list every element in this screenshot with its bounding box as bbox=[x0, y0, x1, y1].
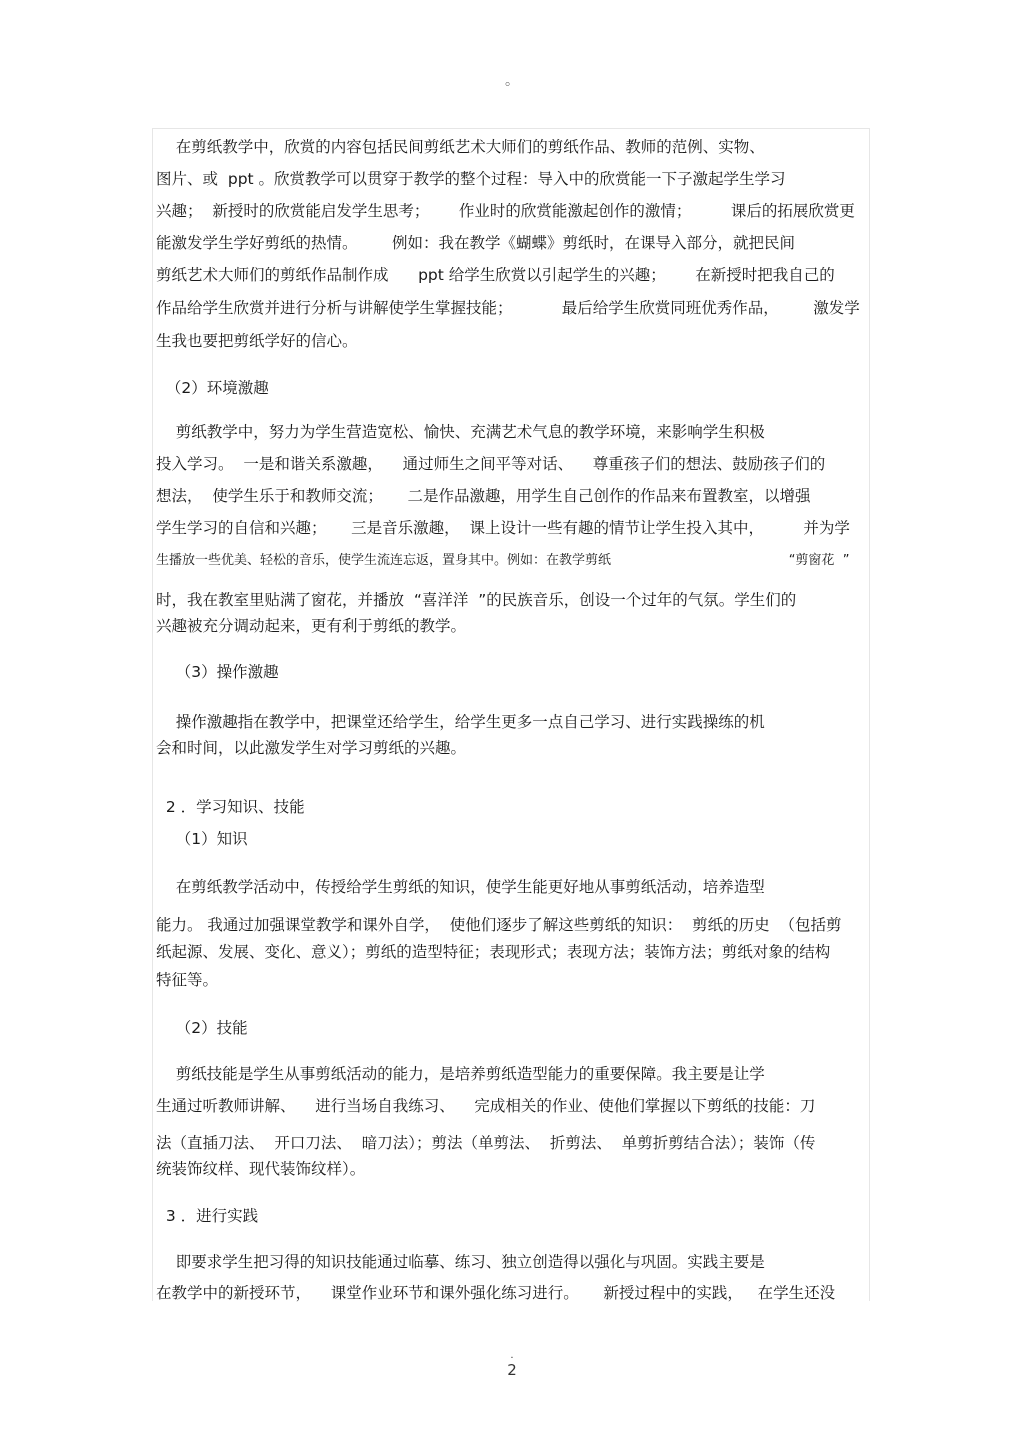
paragraph-line: 在剪纸教学中，欣赏的内容包括民间剪纸艺术大师们的剪纸作品、教师的范例、实物、 bbox=[156, 138, 765, 156]
paragraph-line: 投入学习。 一是和谐关系激趣， 通过师生之间平等对话、 尊重孩子们的想法、鼓励孩子们的 bbox=[156, 455, 826, 473]
paragraph-line: 即要求学生把习得的知识技能通过临摹、练习、独立创造得以强化与巩固。实践主要是 bbox=[156, 1253, 765, 1271]
paragraph-line: 兴趣； 新授时的欣赏能启发学生思考； 作业时的欣赏能激起创作的激情； 课后的拓展欣赏更 bbox=[156, 202, 855, 220]
paragraph-line: 会和时间，以此激发学生对学习剪纸的兴趣。 bbox=[156, 739, 467, 757]
paragraph-line: 在剪纸教学活动中，传授给学生剪纸的知识，使学生能更好地从事剪纸活动，培养造型 bbox=[156, 878, 765, 896]
paragraph-line: 能力。 我通过加强课堂教学和课外自学， 使他们逐步了解这些剪纸的知识： 剪纸的历史 （包括剪 bbox=[156, 916, 842, 934]
section-heading: （1）知识 bbox=[156, 830, 248, 848]
page-number-dot: . bbox=[510, 1350, 514, 1361]
section-heading: （3）操作激趣 bbox=[156, 663, 279, 681]
page-number: 2 bbox=[507, 1361, 517, 1379]
paragraph-line: 剪纸艺术大师们的剪纸作品制作成 ppt 给学生欣赏以引起学生的兴趣； 在新授时把我自己的 bbox=[156, 266, 835, 284]
paragraph-line: 时，我在教室里贴满了窗花，并播放 “喜洋洋 ”的民族音乐，创设一个过年的气氛。学生们的 bbox=[156, 591, 797, 609]
paragraph-line: 学生学习的自信和兴趣； 三是音乐激趣， 课上设计一些有趣的情节让学生投入其中， 并为学 bbox=[156, 519, 850, 537]
paragraph-line: 纸起源、发展、变化、意义）；剪纸的造型特征；表现形式；表现方法；装饰方法；剪纸对象的结构 bbox=[156, 943, 831, 961]
paragraph-line: 法（直插刀法、 开口刀法、 暗刀法）；剪法（单剪法、 折剪法、 单剪折剪结合法）；装饰（传 bbox=[156, 1134, 816, 1152]
section-heading: 2 ．学习知识、技能 bbox=[156, 798, 305, 816]
paragraph-line: 生通过听教师讲解、 进行当场自我练习、 完成相关的作业、使他们掌握以下剪纸的技能：刀 bbox=[156, 1097, 816, 1115]
paragraph-line: 在教学中的新授环节， 课堂作业环节和课外强化练习进行。 新授过程中的实践， 在学生还没 bbox=[156, 1284, 836, 1302]
paragraph-line: 图片、或 ppt 。欣赏教学可以贯穿于教学的整个过程：导入中的欣赏能一下子激起学生学习 bbox=[156, 170, 786, 188]
paragraph-line: 作品给学生欣赏并进行分析与讲解使学生掌握技能； 最后给学生欣赏同班优秀作品， 激发学 bbox=[156, 299, 860, 317]
paragraph-line: 统装饰纹样、现代装饰纹样）。 bbox=[156, 1160, 366, 1178]
paragraph-line: 剪纸教学中，努力为学生营造宽松、愉快、充满艺术气息的教学环境，来影响学生积极 bbox=[156, 423, 765, 441]
paragraph-line: 兴趣被充分调动起来，更有利于剪纸的教学。 bbox=[156, 617, 467, 635]
paragraph-line: 剪纸技能是学生从事剪纸活动的能力，是培养剪纸造型能力的重要保障。我主要是让学 bbox=[156, 1065, 765, 1083]
paragraph-line: 想法， 使学生乐于和教师交流； 二是作品激趣，用学生自己创作的作品来布置教室，以增强 bbox=[156, 487, 811, 505]
section-heading: （2）环境激趣 bbox=[156, 379, 269, 397]
paragraph-line: 生我也要把剪纸学好的信心。 bbox=[156, 332, 358, 350]
paragraph-line: 能激发学生学好剪纸的热情。 例如：我在教学《蝴蝶》剪纸时，在课导入部分，就把民间 bbox=[156, 234, 795, 252]
paragraph-line: 操作激趣指在教学中，把课堂还给学生，给学生更多一点自己学习、进行实践操练的机 bbox=[156, 713, 765, 731]
paragraph-line: 特征等。 bbox=[156, 971, 219, 989]
section-heading: （2）技能 bbox=[156, 1019, 248, 1037]
paragraph-line: 生播放一些优美、轻松的音乐，使学生流连忘返，置身其中。例如：在教学剪纸 “剪窗花 ” bbox=[156, 553, 850, 568]
section-heading: 3 ．进行实践 bbox=[156, 1207, 259, 1225]
header-mark: 。 bbox=[505, 73, 519, 89]
